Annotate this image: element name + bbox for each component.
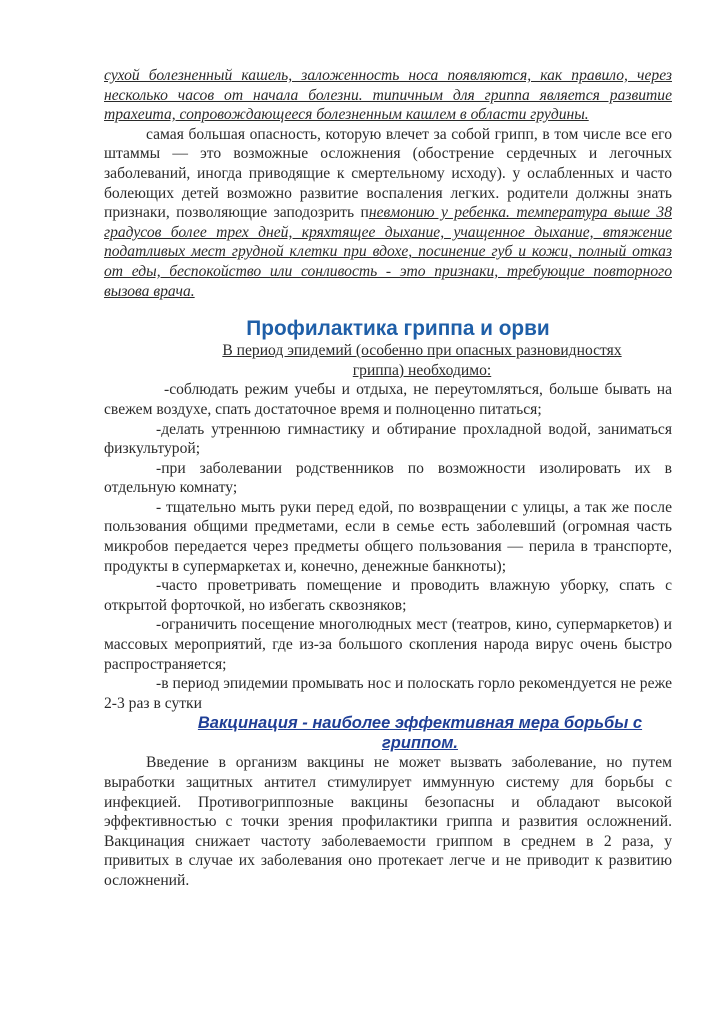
prevention-heading: Профилактика гриппа и орви bbox=[246, 317, 550, 341]
list-item: -при заболевании родственников по возможности изолировать их в отдельную комнату; bbox=[104, 459, 672, 497]
prevention-list bbox=[104, 380, 672, 713]
danger-paragraph bbox=[104, 125, 672, 301]
list-item: - тщательно мыть руки перед едой, по возвращении с улицы, а так же после пользования общими предметами, если в семье есть заболевший (огромная часть микробов передается через предметы общего пользования — перила в транспорте, продукты в супермаркетах и, конечно, денежные банкноты); bbox=[104, 498, 672, 575]
list-item: -делать утреннюю гимнастику и обтирание прохладной водой, заниматься физкультурой; bbox=[104, 420, 672, 458]
list-item: -в период эпидемии промывать нос и полоскать горло рекомендуется не реже 2-3 раз в сутки bbox=[104, 675, 672, 712]
list-item: -ограничить посещение многолюдных мест (театров, кино, супермаркетов) и массовых мероприятий, где из-за большого скопления народа вирус очень быстро распространяется; bbox=[104, 616, 672, 673]
danger-text: самая большая опасность, которую влечет за собой грипп, в том числе все его штаммы — это возможные осложнения (обострение сердечных и легочных заболеваний, иногда приводящие к смертельному исходу). у ослабленных и часто болеющих детей возможно развитие воспаления легких. родители должны знать признаки, позволяющие заподозрить п bbox=[104, 125, 672, 222]
vaccination-heading: Вакцинация - наиболее эффективная мера борьбы с гриппом. bbox=[197, 714, 643, 753]
list-item: -соблюдать режим учебы и отдыха, не переутомляться, больше бывать на свежем воздухе, спать достаточное время и полноценно питаться; bbox=[104, 381, 672, 418]
symptoms-paragraph: сухой болезненный кашель, заложенность носа появляются, как правило, через несколько часов от начала болезни. типичным для гриппа является развитие трахеита, сопровождающееся болезненным кашлем в области грудины. bbox=[104, 67, 672, 124]
list-item: -часто проветривать помещение и проводить влажную уборку, спать с открытой форточкой, но избегать сквозняков; bbox=[104, 577, 672, 614]
pneumonia-signs-text: невмонию у ребенка. температура выше 38 градусов более трех дней, кряхтящее дыхание, учащенное дыхание, втяжение податливых мест грудной клетки при вдохе, посинение губ и кожи, полный отказ от еды, беспокойство или сонливость - это признаки, требующие повторного вызова врача. bbox=[104, 204, 672, 300]
prevention-subheading: В период эпидемий (особенно при опасных разновидностях гриппа) необходимо: bbox=[222, 342, 622, 379]
vaccination-paragraph: Введение в организм вакцины не может вызвать заболевание, но путем выработки защитных антител стимулирует иммунную систему для борьбы с инфекцией. Противогриппозные вакцины безопасны и обладают высокой эффективностью с точки зрения профилактики гриппа и развития осложнений. Вакцинация снижает частоту заболеваемости гриппом в среднем в 2 раза, у привитых в случае их заболевания оно протекает легче и не приводит к развитию осложнений. bbox=[104, 754, 672, 889]
